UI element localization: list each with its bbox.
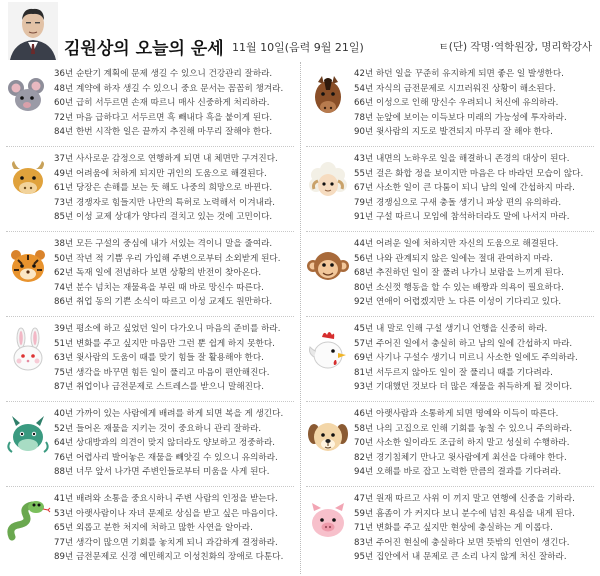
rabbit-icon xyxy=(4,327,52,375)
fortune-grid xyxy=(0,62,600,576)
zodiac-cell-rooster xyxy=(300,317,600,402)
fortune-line: 57년 주어진 일에서 충실히 하고 남의 일에 간섭하지 마라. xyxy=(354,338,573,349)
fortune-line: 51년 변화를 주고 싶지만 마음만 그런 뿐 쉽게 하지 못한다. xyxy=(54,338,275,349)
page-title: 김원상의 오늘의 운세 xyxy=(64,39,224,59)
fortune-line: 59년 흠좀이 가 커지다 보니 분수에 넘친 욕심을 내게 된다. xyxy=(354,508,575,519)
fortune-line: 65년 외롭고 분한 처지에 처하고 많한 사연을 알아라. xyxy=(54,523,253,534)
fortune-line: 45년 내 말로 인해 구설 생기니 언행을 신중히 하라. xyxy=(354,324,548,334)
fortune-line: 43년 내면의 노하우로 일을 해결하니 존경의 대상이 된다. xyxy=(354,154,570,164)
fortune-line: 48년 계약에 하자 생길 수 있으니 중요 문서는 꼼꼼히 챙겨라. xyxy=(54,83,284,94)
fortune-line: 69년 사기나 구설수 생기니 미르니 사소한 일에도 주의하라. xyxy=(354,353,578,364)
fortune-line: 36년 순탄기 계획에 문제 생길 수 있으니 건강관리 잘하라. xyxy=(54,69,273,79)
zodiac-cell-sheep xyxy=(300,147,600,232)
fortune-line: 56년 나와 관계되지 않은 일에는 절대 관여하지 마라. xyxy=(354,253,553,264)
fortune-line: 79년 경쟁심으로 구새 충돌 생기니 파상 편의 유의하라. xyxy=(354,197,562,208)
fortune-line: 44년 어려운 일에 처하지만 자신의 도움으로 해결된다. xyxy=(354,239,559,249)
fortune-line: 75년 생각을 바꾸면 힘든 일이 풀리고 마음이 편안해진다. xyxy=(54,367,270,378)
fortune-line: 84년 한번 시작한 일은 끝까지 추진해 마무리 잘해야 한다. xyxy=(54,127,273,138)
fortune-line: 93년 기대했던 것보다 더 많은 재물을 취득하게 될 것이다. xyxy=(354,382,573,393)
dog-icon xyxy=(304,412,352,460)
fortune-line: 46년 아랫사람과 소통하게 되면 명예와 이득이 따른다. xyxy=(354,409,559,419)
fortune-line: 94년 오해를 바로 잡고 노력한 만큼의 결과를 기다려라. xyxy=(354,467,562,478)
fortune-line: 82년 경기침체기 만나고 윗사람에게 최선을 다해야 한다. xyxy=(354,452,567,463)
fortune-line: 39년 평소에 하고 싶었던 일이 다가오니 마음의 준비를 하라. xyxy=(54,324,281,334)
snake-icon xyxy=(4,497,52,545)
fortune-line: 81년 서두르지 않아도 일이 잘 풀리니 때를 기다려라. xyxy=(354,367,553,378)
rooster-icon xyxy=(304,327,352,375)
fortune-line: 91년 구설 따르니 모임에 참석하더라도 말에 나서지 마라. xyxy=(354,212,570,223)
fortune-line: 54년 자식의 금전문제로 시끄러워진 상황이 해소된다. xyxy=(354,83,556,94)
cow-icon xyxy=(4,157,52,205)
fortune-line: 85년 이성 교제 상대가 양다리 걸치고 있는 것에 고민이다. xyxy=(54,212,273,223)
zodiac-cell-horse xyxy=(300,62,600,147)
fortune-line: 78년 눈앞에 보이는 이득보다 미래의 가능성에 투자하라. xyxy=(354,112,567,123)
zodiac-cell-monkey xyxy=(300,232,600,317)
fortune-line: 49년 어려움에 처하게 되지만 귀인의 도움으로 해결된다. xyxy=(54,168,267,179)
fortune-line: 83년 주어진 현실에 충실하다 보면 뜻밖의 인연이 생긴다. xyxy=(354,537,570,548)
fortune-line: 86년 취업 동의 기쁜 소식이 따르고 이성 교제도 원만하다. xyxy=(54,297,273,308)
pig-icon xyxy=(304,497,352,545)
fortune-line: 87년 취업이나 금전문제로 스트레스를 받으니 말해진다. xyxy=(54,382,264,393)
fortune-line: 58년 나의 고집으로 인해 기회를 놓칠 수 있으니 주의하라. xyxy=(354,423,573,434)
fortune-line: 80년 소신껏 행동을 할 수 있는 배짱과 의욕이 필요하다. xyxy=(354,282,564,293)
fortune-line: 50년 작년 적 기쁨 우리 가입해 주변으로부터 소외받게 된다. xyxy=(54,253,281,264)
zodiac-cell-rat xyxy=(0,62,300,147)
rat-icon xyxy=(4,72,52,120)
fortune-line: 62년 독재 일에 전념하다 보면 상황의 반전이 찾아온다. xyxy=(54,268,262,279)
fortune-line: 76년 어렵사리 발어놓은 재물을 빼앗길 수 있으니 유의하라. xyxy=(54,452,278,463)
header xyxy=(0,0,600,62)
fortune-line: 41년 배려와 소통을 중요시하니 주변 사람의 인정을 받는다. xyxy=(54,494,278,504)
monkey-icon xyxy=(304,242,352,290)
zodiac-cell-dragon xyxy=(0,402,300,487)
author-credit: ㅌ(단) 작명·역학원장, 명리학강사 xyxy=(438,41,592,53)
fortune-line: 42년 하던 일을 꾸준히 유지하게 되면 좋은 일 발생한다. xyxy=(354,69,564,79)
dragon-icon xyxy=(4,412,52,460)
zodiac-cell-pig xyxy=(300,487,600,572)
zodiac-cell-snake xyxy=(0,487,300,572)
fortune-line: 73년 경쟁자로 힘들지만 나만의 특허로 노력해서 이겨내라. xyxy=(54,197,275,208)
fortune-line: 77년 생각이 많으면 기회를 놓치게 되니 과감하게 결정하라. xyxy=(54,537,278,548)
fortune-line: 67년 사소한 일이 큰 다툼이 되니 남의 일에 간섭하지 마라. xyxy=(354,183,575,194)
horse-icon xyxy=(304,72,352,120)
zodiac-cell-dog xyxy=(300,402,600,487)
fortune-line: 52년 들어온 재물을 지키는 것이 중요하니 관리 잘하라. xyxy=(54,423,262,434)
zodiac-cell-cow xyxy=(0,147,300,232)
zodiac-cell-tiger xyxy=(0,232,300,317)
fortune-line: 64년 상대방과의 의견이 맞지 않더라도 양보하고 정중하라. xyxy=(54,438,275,449)
fortune-line: 53년 아랫사람이나 자녀 문제로 상심을 받고 싶은 마음이다. xyxy=(54,508,278,519)
fortune-line: 60년 급히 서두르면 손재 따르니 매사 신중하게 처리하라. xyxy=(54,98,270,109)
fortune-line: 68년 추진하던 일이 잘 풀려 나가니 보람을 느끼게 된다. xyxy=(354,268,564,279)
fortune-line: 90년 윗사람의 지도로 발견되지 마무리 잘 해야 한다. xyxy=(354,127,553,138)
fortune-line: 89년 금전문제로 신경 예민해지고 이성친화의 장애로 다툰다. xyxy=(54,552,284,563)
fortune-line: 38년 모든 구설의 중심에 내가 서있는 격이니 말을 줄여라. xyxy=(54,239,273,249)
fortune-line: 61년 당장은 손해를 보는 듯 해도 나중의 희망으로 바뀐다. xyxy=(54,183,273,194)
fortune-line: 71년 변화를 주고 싶지만 현상에 충실하는 게 이롭다. xyxy=(354,523,553,534)
zodiac-cell-rabbit xyxy=(0,317,300,402)
fortune-line: 70년 사소한 일이라도 조급히 하지 말고 성실히 수행하라. xyxy=(354,438,570,449)
fortune-line: 55년 걸은 화합 정을 보이지만 마음은 다 바라던 모습이 않다. xyxy=(354,168,584,179)
fortune-line: 72년 마음 급하다고 서두르면 흑 빼내다 흑을 붙이게 된다. xyxy=(54,112,273,123)
fortune-line: 95년 집안에서 내 문제로 큰 소리 나지 않게 처신 잘하라. xyxy=(354,552,567,563)
date-label: 11월 10일(음력 9월 21일) xyxy=(232,41,364,54)
fortune-line: 40년 가까이 있는 사람에게 배려를 하게 되면 복을 게 생긴다. xyxy=(54,409,284,419)
sheep-icon xyxy=(304,157,352,205)
fortune-line: 88년 너무 앞서 나가면 주변인들로부터 미움을 사게 된다. xyxy=(54,467,270,478)
fortune-line: 74년 분수 넘치는 재물욕을 부린 때 바로 망신수 따른다. xyxy=(54,282,264,293)
author-portrait xyxy=(8,2,58,60)
fortune-line: 47년 원재 따르고 사위 이 끼지 말고 연행에 신중을 기하라. xyxy=(354,494,575,504)
fortune-line: 66년 이성으로 인해 망신수 우려되니 처신에 유의하라. xyxy=(354,98,559,109)
fortune-line: 63년 윗사람의 도움이 때를 맞기 힘들 잘 활용해야 한다. xyxy=(54,353,264,364)
fortune-line: 37년 사사로운 감정으로 연행하게 되면 내 체면만 구겨진다. xyxy=(54,154,278,164)
fortune-line: 92년 연애이 어렵겠지만 노 다른 이성이 기다리고 있다. xyxy=(354,297,562,308)
tiger-icon xyxy=(4,242,52,290)
